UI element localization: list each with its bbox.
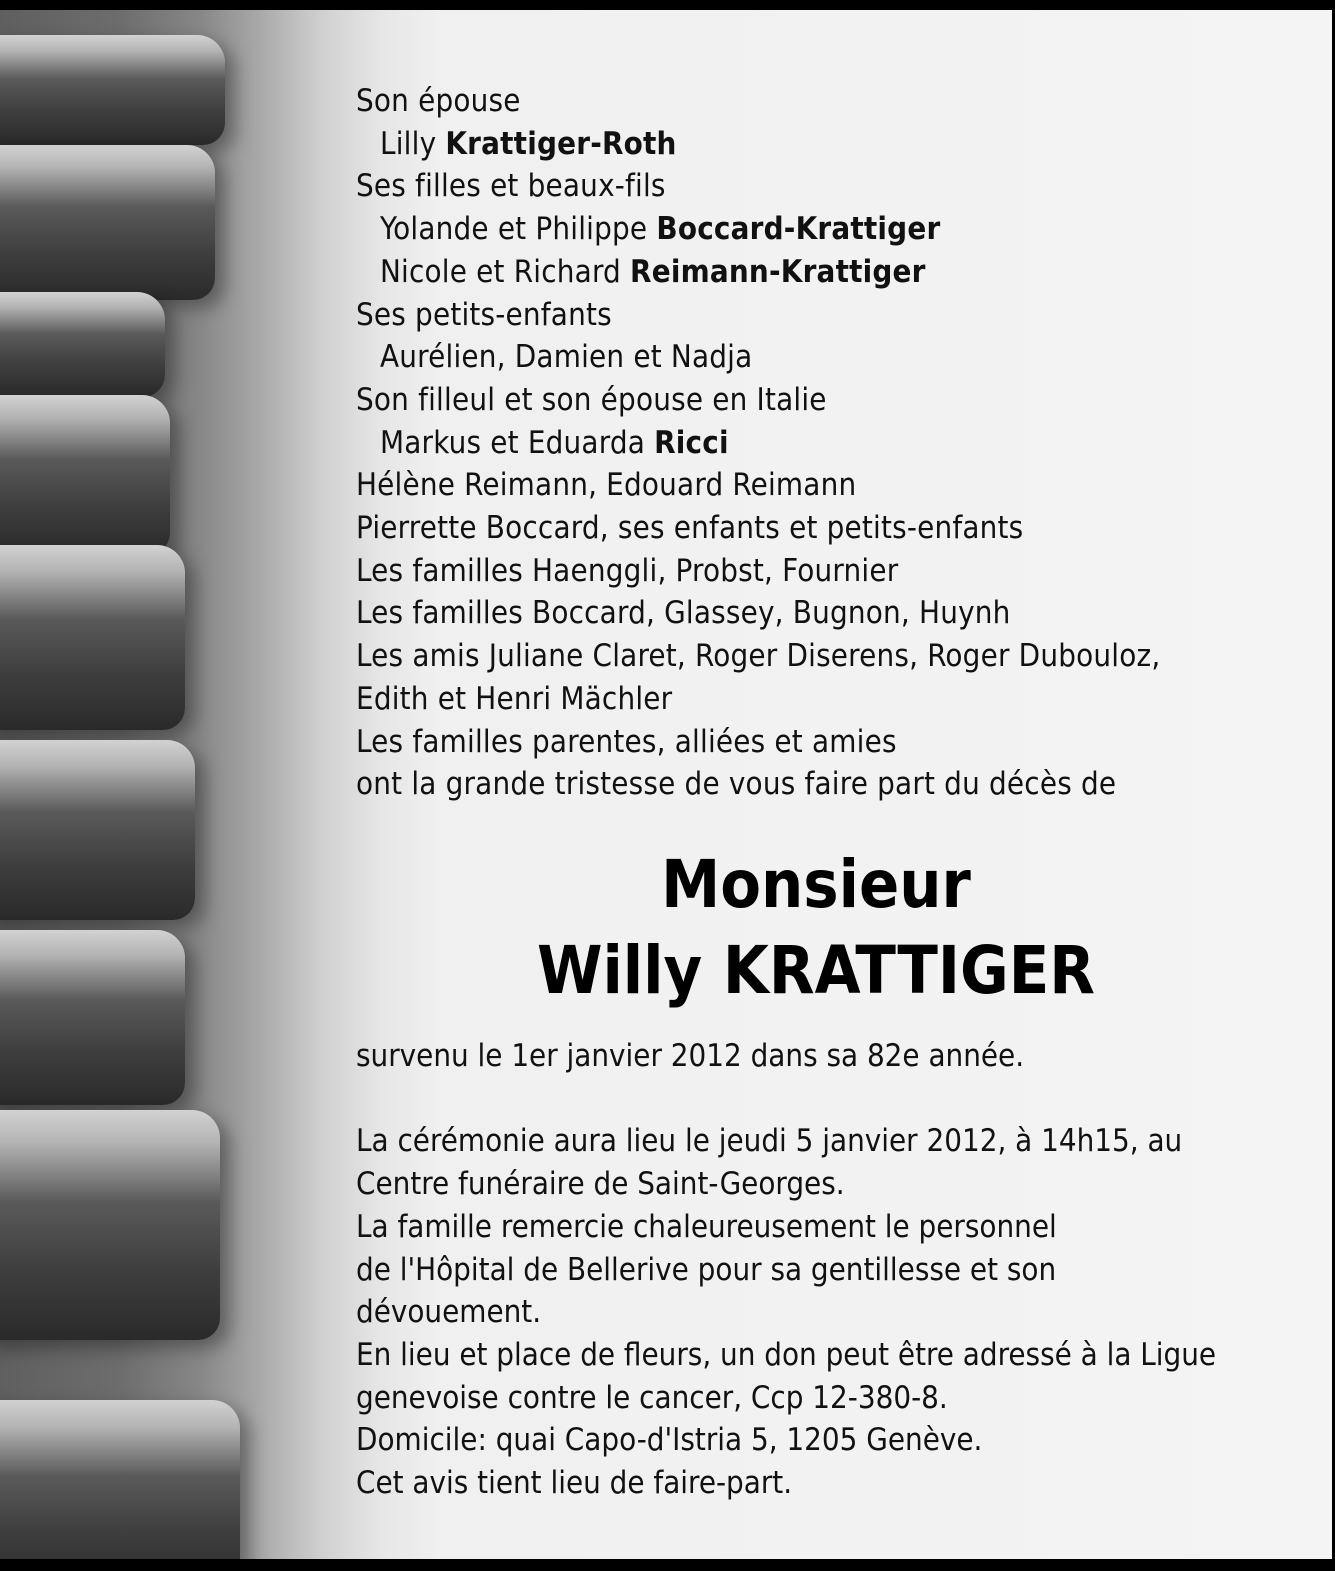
stone-step [0, 1110, 220, 1340]
line-helene: Hélène Reimann, Edouard Reimann [356, 467, 857, 504]
stone-step [0, 740, 195, 920]
couple1-last: Boccard-Krattiger [656, 211, 941, 248]
stone-step [0, 145, 215, 300]
godson-first: Markus et Eduarda [380, 424, 646, 461]
closing-line: Cet avis tient lieu de faire-part. [356, 1465, 793, 1502]
couple1-line [356, 208, 1316, 251]
thanks-line-2: de l'Hôpital de Bellerive pour sa gentillesse et son [356, 1251, 1057, 1288]
deceased-title: Monsieur [661, 846, 971, 923]
line-amis-1: Les amis Juliane Claret, Roger Diserens, Roger Dubouloz, [356, 638, 1161, 675]
donation-line-2: genevoise contre le cancer, Ccp 12-380-8. [356, 1379, 948, 1416]
thanks-line-3: dévouement. [356, 1294, 542, 1331]
godson-last: Ricci [654, 424, 729, 461]
godson-line [356, 422, 1316, 465]
spouse-line [356, 123, 1316, 166]
announcement-line: ont la grande tristesse de vous faire part du décès de [356, 766, 1117, 803]
family-list [356, 80, 1316, 806]
daughters-heading: Ses filles et beaux-fils [356, 168, 666, 205]
death-line: survenu le 1er janvier 2012 dans sa 82e année. [356, 1038, 1025, 1074]
spouse-last: Krattiger-Roth [445, 125, 677, 162]
ceremony-line-2: Centre funéraire de Saint-Georges. [356, 1166, 845, 1203]
spacer [356, 1078, 1316, 1121]
stone-step [0, 930, 185, 1105]
domicile-line: Domicile: quai Capo-d'Istria 5, 1205 Genève. [356, 1422, 983, 1459]
godson-heading: Son filleul et son épouse en Italie [356, 381, 827, 418]
grandchildren-heading: Ses petits-enfants [356, 296, 612, 333]
stone-step [0, 292, 165, 397]
details-block [356, 1035, 1316, 1505]
thanks-line-1: La famille remercie chaleureusement le personnel [356, 1208, 1057, 1245]
deceased-name: Willy KRATTIGER [536, 932, 1096, 1009]
couple2-last: Reimann-Krattiger [630, 253, 926, 290]
stone-steps-photo [0, 10, 340, 1559]
line-pierrette: Pierrette Boccard, ses enfants et petits-enfants [356, 510, 1024, 547]
spouse-heading: Son épouse [356, 83, 521, 119]
stone-step [0, 1400, 240, 1571]
line-amis-2: Edith et Henri Mächler [356, 680, 673, 717]
couple2-line [356, 251, 1316, 294]
stone-step [0, 395, 170, 555]
stone-step [0, 545, 185, 730]
line-familles-2: Les familles Boccard, Glassey, Bugnon, Huynh [356, 595, 1011, 632]
line-familles-1: Les familles Haenggli, Probst, Fournier [356, 552, 899, 589]
stone-step [0, 35, 225, 145]
donation-line-1: En lieu et place de fleurs, un don peut être adressé à la Ligue [356, 1336, 1217, 1373]
grandchildren-line: Aurélien, Damien et Nadja [380, 339, 753, 376]
couple1-first: Yolande et Philippe [380, 211, 648, 248]
deceased-name-block [356, 842, 1276, 1014]
line-parentes: Les familles parentes, alliées et amies [356, 723, 897, 760]
ceremony-line-1: La cérémonie aura lieu le jeudi 5 janvier 2012, à 14h15, au [356, 1123, 1183, 1160]
couple2-first: Nicole et Richard [380, 253, 621, 290]
spouse-first: Lilly [380, 125, 437, 162]
